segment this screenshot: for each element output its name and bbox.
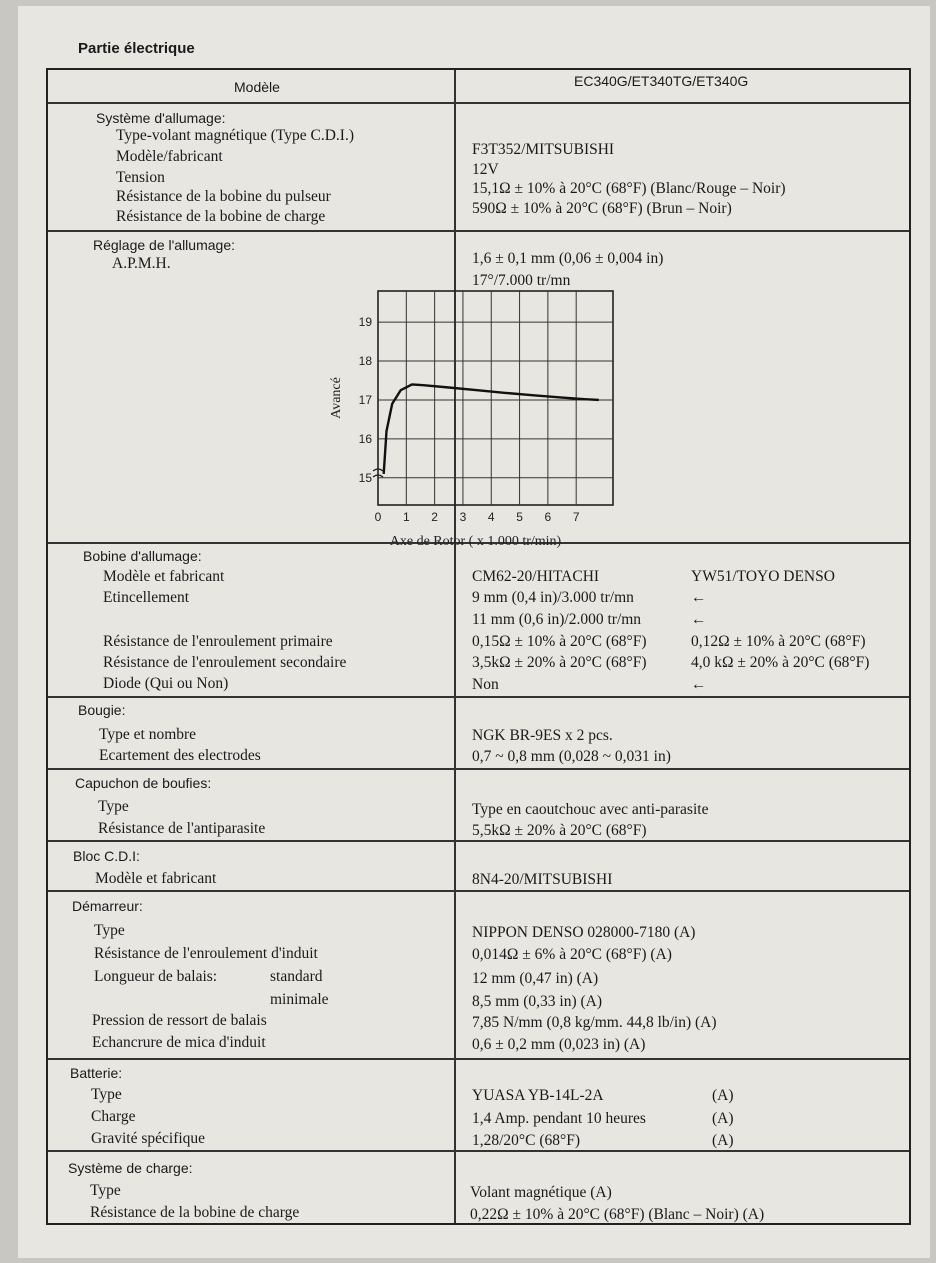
coil-model-value-b: YW51/TOYO DENSO (691, 568, 835, 585)
charging-type-value: Volant magnétique (A) (470, 1184, 612, 1201)
timing-btdc-value1: 1,6 ± 0,1 mm (0,06 ± 0,004 in) (472, 250, 664, 267)
ignition-voltage-label: Tension (116, 169, 165, 186)
battery-title: Batterie: (70, 1065, 123, 1081)
ignition-title: Système d'allumage: (96, 110, 226, 126)
ignition-charge-label: Résistance de la bobine de charge (116, 208, 326, 225)
ignition-advance-chart (288, 285, 618, 550)
coil-model-value-a: CM62-20/HITACHI (472, 568, 600, 585)
y-tick-label: 19 (358, 315, 372, 330)
battery-charge-note: (A) (712, 1110, 734, 1127)
plug-title: Bougie: (78, 702, 126, 718)
coil-title: Bobine d'allumage: (83, 548, 202, 564)
starter-brush-std-value: 12 mm (0,47 in) (A) (472, 970, 599, 987)
coil-primary-value-a: 0,15Ω ± 10% à 20°C (68°F) (472, 633, 647, 650)
ignition-charge-value: 590Ω ± 10% à 20°C (68°F) (Brun – Noir) (472, 200, 732, 217)
plug-type-label: Type et nombre (99, 726, 197, 743)
y-tick-label: 15 (358, 470, 372, 485)
ignition-model-label: Modèle/fabricant (116, 148, 223, 165)
starter-spring-value: 7,85 N/mm (0,8 kg/mm. 44,8 lb/in) (A) (472, 1014, 717, 1031)
starter-spring-label: Pression de ressort de balais (92, 1012, 267, 1029)
row-divider (48, 102, 909, 104)
starter-armature-label: Résistance de l'enroulement d'induit (94, 945, 318, 962)
timing-title: Réglage de l'allumage: (93, 237, 235, 253)
coil-diode-value-b: ← (691, 676, 707, 693)
plug-gap-value: 0,7 ~ 0,8 mm (0,028 ~ 0,031 in) (472, 748, 671, 765)
starter-armature-value: 0,014Ω ± 6% à 20°C (68°F) (A) (472, 946, 672, 963)
x-tick-label: 6 (544, 510, 552, 524)
coil-spark-value2: 11 mm (0,6 in)/2.000 tr/mn (472, 611, 642, 628)
coil-spark-value2-b: ← (691, 611, 707, 628)
battery-type-label: Type (91, 1086, 122, 1103)
timing-btdc-label: A.P.M.H. (112, 255, 171, 272)
x-tick-label: 7 (572, 510, 580, 524)
row-divider (48, 890, 909, 892)
x-tick-label: 5 (516, 510, 523, 524)
y-axis-label: Avancé (329, 377, 344, 419)
ignition-model-value: F3T352/MITSUBISHI (472, 141, 615, 158)
ignition-voltage-value: 12V (472, 161, 499, 178)
cap-res-label: Résistance de l'antiparasite (98, 820, 266, 837)
starter-type-value: NIPPON DENSO 028000-7180 (A) (472, 924, 696, 941)
cap-title: Capuchon de boufies: (75, 775, 212, 791)
starter-brush-std-label: standard (270, 968, 323, 985)
coil-model-label: Modèle et fabricant (103, 568, 225, 585)
cdi-model-label: Modèle et fabricant (95, 870, 217, 887)
y-tick-label: 17 (358, 392, 372, 407)
starter-mica-value: 0,6 ± 0,2 mm (0,023 in) (A) (472, 1036, 646, 1053)
y-tick-label: 18 (358, 354, 372, 369)
y-tick-label: 16 (358, 431, 372, 446)
ignition-pulser-label: Résistance de la bobine du pulseur (116, 188, 331, 205)
plug-gap-label: Ecartement des electrodes (99, 747, 261, 764)
coil-secondary-label: Résistance de l'enroulement secondaire (103, 654, 347, 671)
battery-charge-value: 1,4 Amp. pendant 10 heures (472, 1110, 646, 1127)
cap-type-value: Type en caoutchouc avec anti-parasite (472, 801, 709, 818)
charging-res-value: 0,22Ω ± 10% à 20°C (68°F) (Blanc – Noir) (A) (470, 1206, 765, 1223)
x-tick-label: 2 (431, 510, 438, 524)
coil-primary-label: Résistance de l'enroulement primaire (103, 633, 333, 650)
starter-brush-label: Longueur de balais: (94, 968, 218, 985)
x-tick-label: 0 (374, 510, 382, 524)
coil-primary-value-b: 0,12Ω ± 10% à 20°C (68°F) (691, 633, 866, 650)
row-divider (48, 768, 909, 770)
starter-brush-min-value: 8,5 mm (0,33 in) (A) (472, 993, 603, 1010)
starter-mica-label: Echancrure de mica d'induit (92, 1034, 266, 1051)
x-tick-label: 1 (402, 510, 410, 524)
document-page (18, 6, 930, 1258)
header-model: Modèle (234, 79, 280, 95)
battery-type-value: YUASA YB-14L-2A (472, 1087, 604, 1104)
page-title: Partie électrique (78, 40, 195, 57)
ignition-type-label: Type-volant magnétique (Type C.D.I.) (116, 127, 355, 144)
cdi-model-value: 8N4-20/MITSUBISHI (472, 871, 613, 888)
battery-gravity-value: 1,28/20°C (68°F) (472, 1132, 580, 1149)
charging-res-label: Résistance de la bobine de charge (90, 1204, 300, 1221)
row-divider (48, 1058, 909, 1060)
coil-spark-label: Etincellement (103, 589, 190, 606)
column-divider (454, 70, 456, 1223)
ignition-pulser-value: 15,1Ω ± 10% à 20°C (68°F) (Blanc/Rouge – Noir) (472, 180, 786, 197)
coil-diode-value-a: Non (472, 676, 499, 693)
timing-btdc-value2: 17°/7.000 tr/mn (472, 272, 571, 289)
coil-spark-value1: 9 mm (0,4 in)/3.000 tr/mn (472, 589, 634, 606)
starter-type-label: Type (94, 922, 125, 939)
charging-type-label: Type (90, 1182, 121, 1199)
spec-table (46, 68, 911, 1225)
starter-brush-min-label: minimale (270, 991, 329, 1008)
starter-title: Démarreur: (72, 898, 143, 914)
charging-title: Système de charge: (68, 1160, 193, 1176)
battery-charge-label: Charge (91, 1108, 136, 1125)
x-tick-label: 4 (487, 510, 495, 524)
coil-secondary-value-b: 4,0 kΩ ± 20% à 20°C (68°F) (691, 654, 870, 671)
row-divider (48, 696, 909, 698)
cdi-title: Bloc C.D.I: (73, 848, 140, 864)
x-axis-label: Axe de Rotor ( x 1.000 tr/min) (389, 534, 562, 549)
coil-spark-value1-b: ← (691, 589, 707, 606)
battery-type-note: (A) (712, 1087, 734, 1104)
header-models-value: EC340G/ET340TG/ET340G (574, 73, 749, 89)
x-tick-label: 3 (459, 510, 467, 524)
row-divider (48, 1150, 909, 1152)
coil-secondary-value-a: 3,5kΩ ± 20% à 20°C (68°F) (472, 654, 647, 671)
coil-diode-label: Diode (Qui ou Non) (103, 675, 229, 692)
battery-gravity-note: (A) (712, 1132, 734, 1149)
row-divider (48, 840, 909, 842)
battery-gravity-label: Gravité spécifique (91, 1130, 206, 1147)
cap-res-value: 5,5kΩ ± 20% à 20°C (68°F) (472, 822, 647, 839)
plug-type-value: NGK BR-9ES x 2 pcs. (472, 727, 613, 744)
row-divider (48, 230, 909, 232)
cap-type-label: Type (98, 798, 129, 815)
